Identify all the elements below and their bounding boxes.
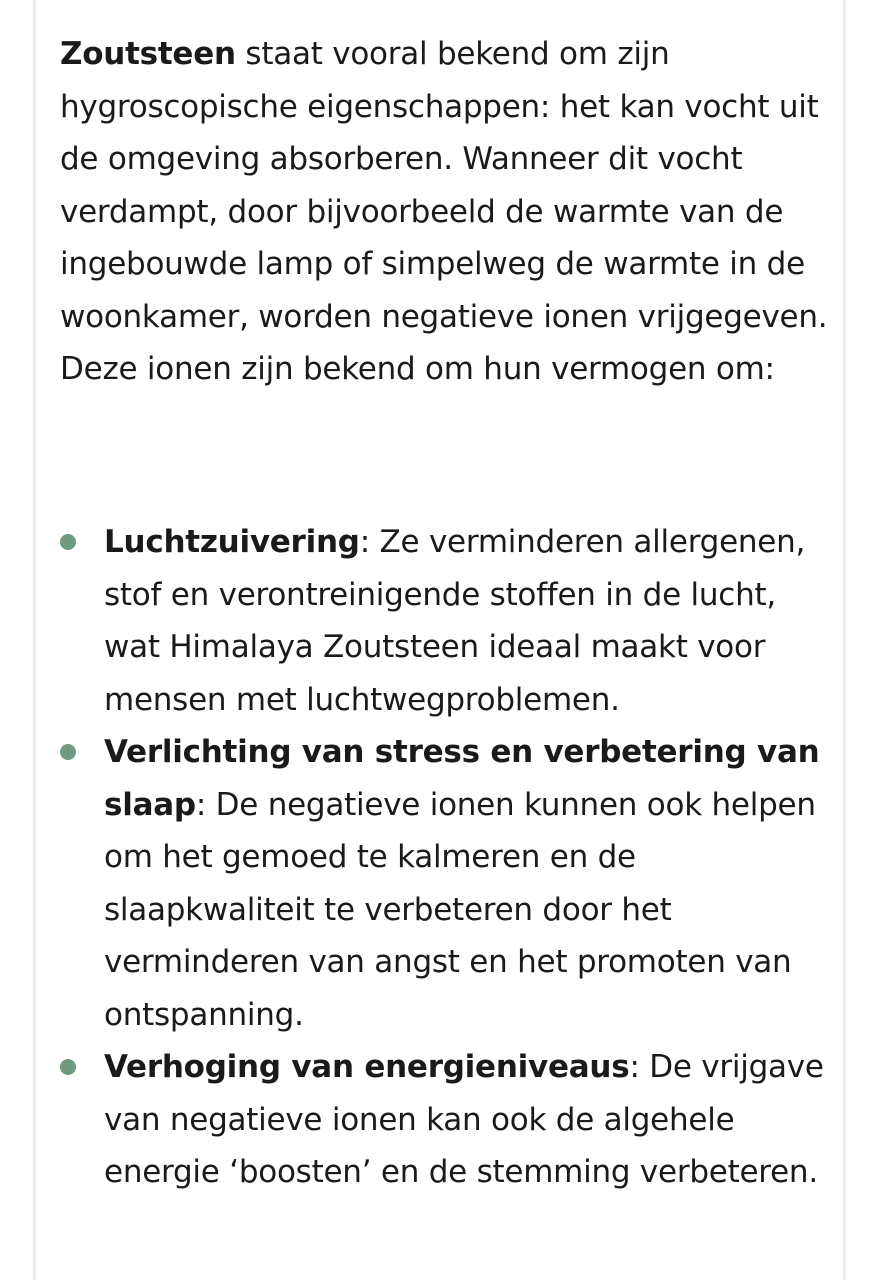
benefit-title: Luchtzuivering <box>104 524 360 560</box>
benefit-title: Verhoging van energieniveaus <box>104 1049 630 1085</box>
right-page-border <box>843 0 846 1280</box>
benefit-description: : De negatieve ionen kunnen ook helpen om het gemoed te kalmeren en de slaapkwaliteit te verbeteren door het verminderen van angst en het promoten van ontspanning. <box>104 786 816 1033</box>
benefit-text <box>104 734 819 1033</box>
benefit-item-air-purification <box>60 516 830 726</box>
bullet-dot-icon <box>60 1059 76 1075</box>
benefit-title: Verlichting van stress en verbetering van slaap <box>104 734 820 823</box>
benefit-text <box>104 524 805 718</box>
benefit-item-energy-boost <box>60 1041 830 1199</box>
intro-highlight: Zoutsteen <box>60 36 236 72</box>
benefit-item-stress-relief <box>60 726 830 1041</box>
bullet-dot-icon <box>60 744 76 760</box>
left-page-border <box>33 0 36 1280</box>
benefits-list <box>60 516 830 1199</box>
benefit-description: : Ze verminderen allergenen, stof en verontreinigende stoffen in de lucht, wat Himalaya Zoutsteen ideaal maakt voor mensen met luchtwegproblemen. <box>104 524 806 718</box>
bullet-dot-icon <box>60 534 76 550</box>
intro-text: staat vooral bekend om zijn hygroscopische eigenschappen: het kan vocht uit de omgeving absorberen. Wanneer dit vocht verdampt, door bijvoorbeeld de warmte van de ingebouwde lamp of simpelweg de warmte in de woonkamer, worden negatieve ionen vrijgegeven. Deze ionen zijn bekend om hun vermogen om: <box>60 36 828 387</box>
intro-paragraph <box>60 28 830 396</box>
benefit-text <box>104 1049 824 1190</box>
article-content <box>60 28 830 1190</box>
benefit-description: : De vrijgave van negatieve ionen kan ook de algehele energie ‘boosten’ en de stemming verbeteren. <box>104 1049 824 1190</box>
